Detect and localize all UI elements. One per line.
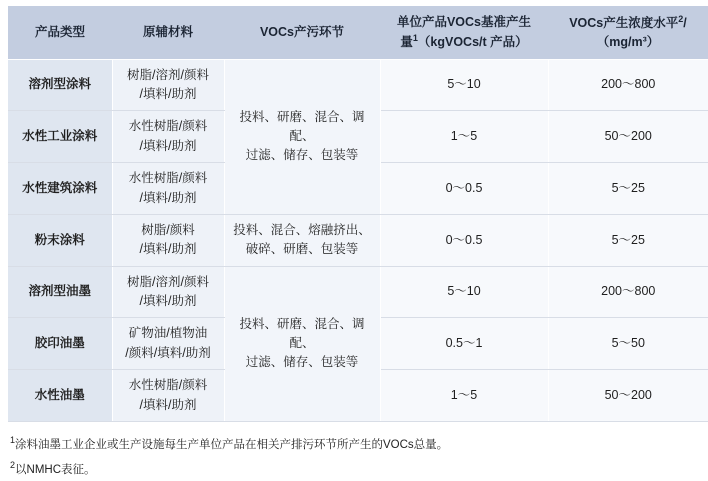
base-amount-footnote-marker: 1: [412, 32, 418, 43]
process-line1: 投料、研磨、混合、调配、: [239, 109, 365, 144]
base-amount-line2-prefix: 量: [400, 34, 413, 49]
material-line2: /填料/助剂: [139, 242, 197, 257]
cell-raw-materials: [112, 163, 224, 215]
process-line2: 过滤、储存、包装等: [245, 355, 359, 370]
cell-product-type: 水性工业涂料: [8, 111, 112, 163]
cell-raw-materials: [112, 111, 224, 163]
footnote-1-text: 涂料油墨工业企业或生产设施每生产单位产品在相关产排污环节所产生的VOCs总量。: [15, 438, 449, 451]
cell-product-type: 胶印油墨: [8, 318, 112, 370]
table-header: [8, 6, 708, 59]
material-line1: 水性树脂/颜料: [128, 171, 208, 186]
footnote-2-marker: 2: [10, 459, 16, 470]
cell-base-amount: 0.5～1: [380, 318, 548, 370]
column-header-concentration: [548, 6, 708, 59]
cell-product-type: 水性油墨: [8, 370, 112, 422]
column-header-vocs-process: VOCs产污环节: [224, 6, 380, 59]
cell-concentration: 50～200: [548, 370, 708, 422]
document-page: [0, 6, 687, 476]
material-line1: 树脂/颜料: [141, 222, 195, 237]
cell-base-amount: 5～10: [380, 59, 548, 111]
cell-product-type: 粉末涂料: [8, 214, 112, 266]
vocs-emission-table: [8, 6, 708, 422]
material-line2: /填料/助剂: [139, 87, 197, 102]
process-line1: 投料、研磨、混合、调配、: [239, 316, 365, 351]
cell-vocs-process: [224, 59, 380, 214]
material-line1: 树脂/溶剂/颜料: [127, 274, 209, 289]
cell-concentration: 5～50: [548, 318, 708, 370]
concentration-line1: VOCs产生浓度水平: [569, 16, 679, 31]
base-amount-line2-unit: （kgVOCs/t 产品）: [417, 34, 528, 49]
material-line1: 水性树脂/颜料: [128, 119, 208, 134]
cell-raw-materials: [112, 214, 224, 266]
material-line2: /颜料/填料/助剂: [125, 345, 211, 360]
cell-raw-materials: [112, 318, 224, 370]
table-header-row: [8, 6, 708, 59]
material-line1: 水性树脂/颜料: [128, 378, 208, 393]
footnote-2-text: 以NMHC表征。: [15, 463, 96, 476]
cell-concentration: 5～25: [548, 214, 708, 266]
column-header-base-amount: [380, 6, 548, 59]
cell-raw-materials: [112, 370, 224, 422]
concentration-slash: /: [683, 16, 687, 31]
cell-base-amount: 1～5: [380, 111, 548, 163]
cell-product-type: 水性建筑涂料: [8, 163, 112, 215]
column-header-product-type: 产品类型: [8, 6, 112, 59]
cell-vocs-process: [224, 266, 380, 421]
cell-base-amount: 5～10: [380, 266, 548, 318]
material-line1: 矿物油/植物油: [128, 326, 208, 341]
process-line1: 投料、混合、熔融挤出、: [233, 222, 371, 237]
material-line2: /填料/助剂: [139, 190, 197, 205]
footnote-1-marker: 1: [10, 434, 16, 445]
cell-concentration: 50～200: [548, 111, 708, 163]
table-row: [8, 266, 708, 318]
cell-raw-materials: [112, 59, 224, 111]
concentration-line2-unit: （mg/m³）: [596, 34, 660, 49]
process-line2: 过滤、储存、包装等: [245, 148, 359, 163]
cell-raw-materials: [112, 266, 224, 318]
material-line2: /填料/助剂: [139, 294, 197, 309]
cell-base-amount: 1～5: [380, 370, 548, 422]
concentration-footnote-marker: 2: [678, 14, 684, 24]
footnotes: [10, 432, 666, 481]
table-row: [8, 59, 708, 111]
process-line2: 破碎、研磨、包装等: [245, 242, 359, 257]
cell-concentration: 200～800: [548, 266, 708, 318]
footnote-2: [10, 457, 666, 481]
material-line2: /填料/助剂: [139, 138, 197, 153]
cell-concentration: 200～800: [548, 59, 708, 111]
material-line2: /填料/助剂: [139, 397, 197, 412]
table-row: [8, 214, 708, 266]
cell-concentration: 5～25: [548, 163, 708, 215]
cell-base-amount: 0～0.5: [380, 163, 548, 215]
cell-product-type: 溶剂型涂料: [8, 59, 112, 111]
material-line1: 树脂/溶剂/颜料: [127, 67, 209, 82]
table-body: [8, 59, 708, 421]
footnote-1: [10, 432, 666, 457]
column-header-raw-materials: 原辅材料: [112, 6, 224, 59]
cell-product-type: 溶剂型油墨: [8, 266, 112, 318]
cell-vocs-process: [224, 214, 380, 266]
base-amount-line1: 单位产品VOCs基准产生: [396, 15, 532, 29]
cell-base-amount: 0～0.5: [380, 214, 548, 266]
